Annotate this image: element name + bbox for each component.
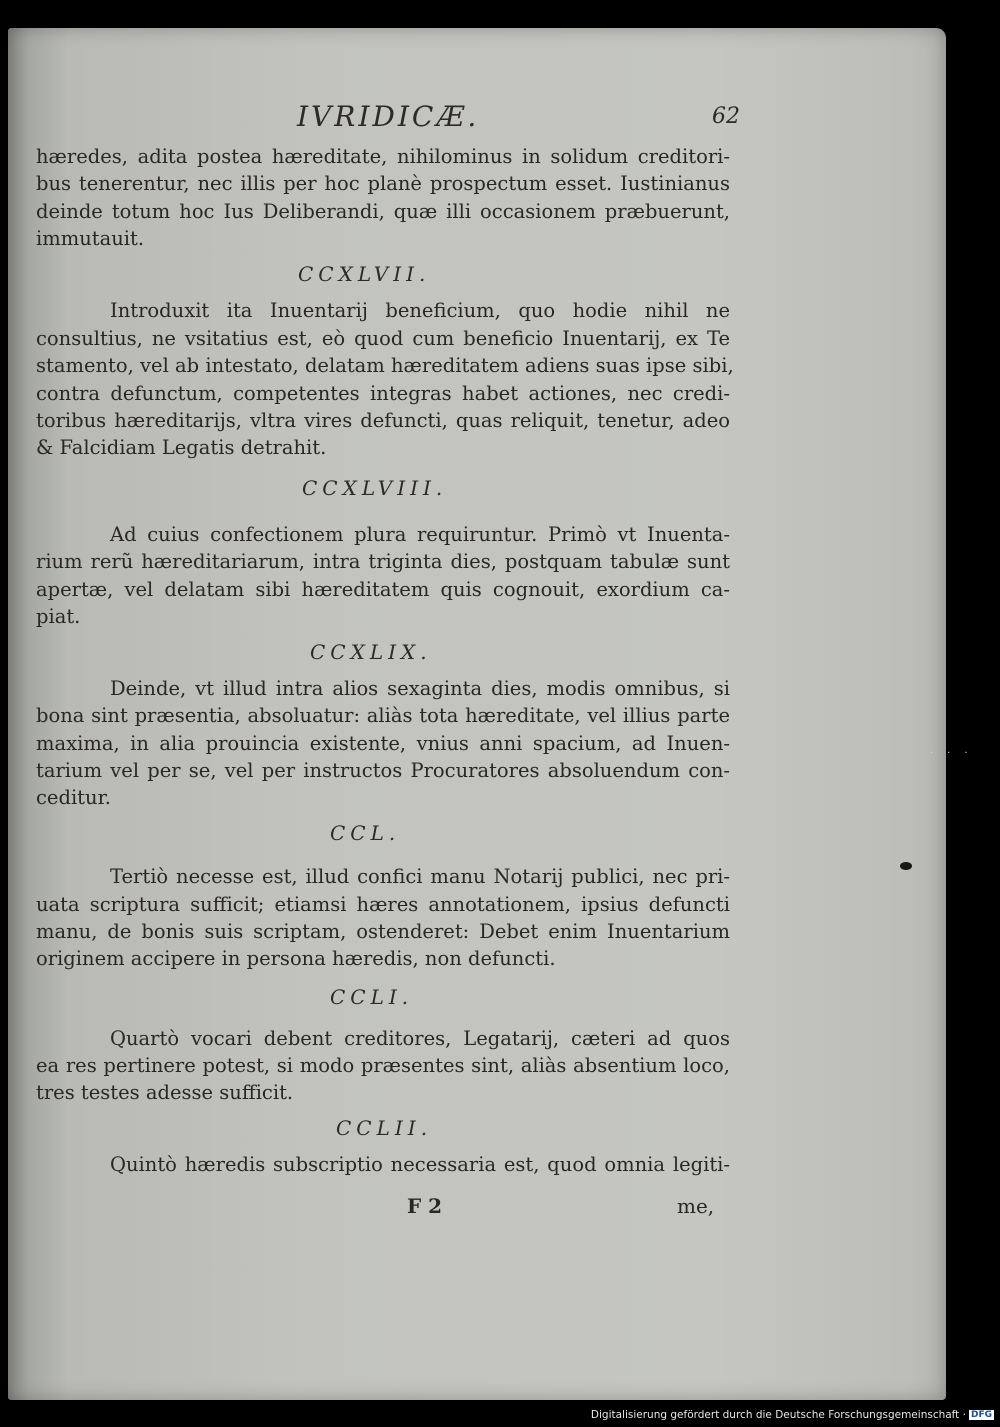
text-line: Quartò vocari debent creditores, Legatarij, cæteri ad quos xyxy=(110,1027,730,1050)
text-line: manu, de bonis suis scriptam, ostenderet: Debet enim Inuentarium xyxy=(36,920,730,943)
ink-blot xyxy=(900,862,912,870)
text-line: Tertiò necesse est, illud confici manu Notarij publici, nec pri- xyxy=(110,865,730,888)
text-line: stamento, vel ab intestato, delatam hæreditatem adiens suas ipse sibi, xyxy=(36,354,734,377)
text-line: tres testes adesse sufficit. xyxy=(36,1081,294,1104)
text-line: hæredes, adita postea hæreditate, nihilominus in solidum creditori- xyxy=(36,145,730,168)
text-line: contra defunctum, competentes integras habet actiones, nec credi- xyxy=(36,382,730,405)
credit-text: Digitalisierung gefördert durch die Deutsche Forschungsgemeinschaft · xyxy=(590,1409,966,1421)
text-line: apertæ, vel delatam sibi hæreditatem quis cognouit, exordium ca- xyxy=(36,578,730,601)
section-heading: CCLII. xyxy=(336,1116,433,1140)
page-number: 62 xyxy=(712,104,740,129)
signature-mark: F 2 xyxy=(407,1194,443,1218)
text-line: Introduxit ita Inuentarij beneficium, quo hodie nihil ne xyxy=(110,299,730,322)
text-line: piat. xyxy=(36,605,81,628)
text-line: maxima, in alia prouincia existente, vnius anni spacium, ad Inuen- xyxy=(36,732,730,755)
text-line: ea res pertinere potest, si modo præsentes sint, aliàs absentium loco, xyxy=(36,1054,730,1077)
text-line: uata scriptura sufficit; etiamsi hæres annotationem, ipsius defuncti xyxy=(36,893,730,916)
text-line: Ad cuius confectionem plura requiruntur. Primò vt Inuenta- xyxy=(110,523,730,546)
text-line: toribus hæreditarijs, vltra vires defuncti, quas reliquit, tenetur, adeo xyxy=(36,409,730,432)
text-line: consultius, ne vsitatius est, eò quod cum beneficio Inuentarij, ex Te xyxy=(36,327,730,350)
text-line: Quintò hæredis subscriptio necessaria est, quod omnia legiti- xyxy=(110,1153,730,1176)
text-line: bus tenerentur, nec illis per hoc planè prospectum esset. Iustinianus xyxy=(36,172,730,195)
section-heading: CCLI. xyxy=(330,985,414,1009)
text-line: ceditur. xyxy=(36,786,111,809)
text-line: Deinde, vt illud intra alios sexaginta dies, modis omnibus, si xyxy=(110,677,730,700)
section-heading: CCXLIX. xyxy=(310,640,432,664)
running-head: IVRIDICÆ. xyxy=(297,100,480,133)
digitization-credit xyxy=(591,1409,994,1421)
text-line: immutauit. xyxy=(36,227,145,250)
text-line: & Falcidiam Legatis detrahit. xyxy=(36,436,327,459)
text-line: rium rerũ hæreditariarum, intra triginta dies, postquam tabulæ sunt xyxy=(36,550,730,573)
section-heading: CCXLVII. xyxy=(298,262,431,286)
text-line: originem accipere in persona hæredis, non defuncti. xyxy=(36,947,556,970)
text-line: deinde totum hoc Ius Deliberandi, quæ illi occasionem præbuerunt, xyxy=(36,200,730,223)
section-heading: CCXLVIII. xyxy=(302,476,448,500)
text-line: bona sint præsentia, absoluatur: aliàs tota hæreditate, vel illius parte xyxy=(36,704,730,727)
catchword: me, xyxy=(677,1194,715,1218)
scan-noise-dots: ··· xyxy=(930,748,982,759)
text-line: tarium vel per se, vel per instructos Procuratores absoluendum con- xyxy=(36,759,730,782)
dfg-logo: DFG xyxy=(970,1410,992,1420)
section-heading: CCL. xyxy=(330,821,401,845)
